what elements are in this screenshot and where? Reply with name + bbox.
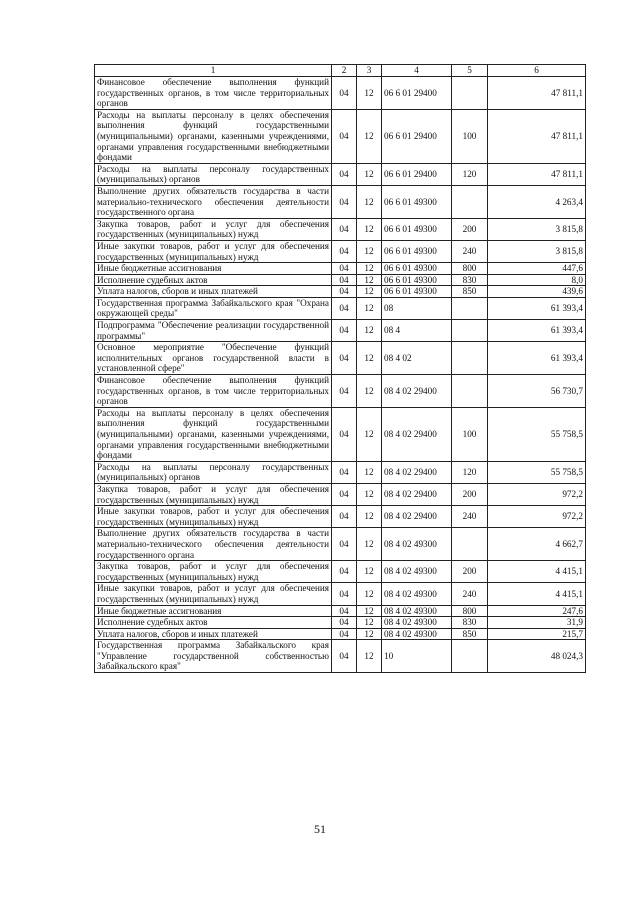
row-section: 04 — [332, 617, 357, 629]
header-col-2: 2 — [332, 65, 357, 77]
row-subsection: 12 — [357, 342, 382, 375]
row-subsection: 12 — [357, 640, 382, 673]
row-section: 04 — [332, 297, 357, 319]
row-amount: 55 758,5 — [488, 407, 586, 461]
row-section: 04 — [332, 561, 357, 583]
table-row — [95, 628, 586, 640]
row-name: Исполнение судебных актов — [95, 617, 332, 629]
row-expense-type: 240 — [452, 506, 488, 528]
header-col-6: 6 — [488, 65, 586, 77]
table-row — [95, 185, 586, 218]
row-name: Исполнение судебных актов — [95, 274, 332, 286]
row-target-code: 06 6 01 29400 — [382, 77, 452, 110]
row-amount: 972,2 — [488, 506, 586, 528]
row-amount: 61 393,4 — [488, 342, 586, 375]
row-expense-type: 240 — [452, 583, 488, 605]
row-amount: 47 811,1 — [488, 109, 586, 163]
row-section: 04 — [332, 185, 357, 218]
row-expense-type: 240 — [452, 240, 488, 262]
table-row — [95, 320, 586, 342]
row-target-code: 08 4 02 29400 — [382, 506, 452, 528]
row-section: 04 — [332, 461, 357, 483]
table-row — [95, 528, 586, 561]
row-target-code: 08 4 02 29400 — [382, 461, 452, 483]
row-target-code: 06 6 01 29400 — [382, 163, 452, 185]
row-expense-type — [452, 375, 488, 408]
table-row — [95, 461, 586, 483]
row-target-code: 08 4 02 49300 — [382, 605, 452, 617]
table-row — [95, 286, 586, 298]
row-subsection: 12 — [357, 528, 382, 561]
row-name: Финансовое обеспечение выполнения функций государственных органов, в том числе территориальных органов — [95, 375, 332, 408]
table-row — [95, 506, 586, 528]
table-row — [95, 617, 586, 629]
header-col-1: 1 — [95, 65, 332, 77]
row-amount: 8,0 — [488, 274, 586, 286]
table-row — [95, 109, 586, 163]
row-section: 04 — [332, 528, 357, 561]
header-col-3: 3 — [357, 65, 382, 77]
row-target-code: 10 — [382, 640, 452, 673]
table-row — [95, 77, 586, 110]
row-subsection: 12 — [357, 77, 382, 110]
row-expense-type: 100 — [452, 109, 488, 163]
row-expense-type: 850 — [452, 628, 488, 640]
row-expense-type: 200 — [452, 218, 488, 240]
row-subsection: 12 — [357, 617, 382, 629]
row-subsection: 12 — [357, 605, 382, 617]
row-amount: 4 415,1 — [488, 561, 586, 583]
row-amount: 3 815,8 — [488, 218, 586, 240]
row-subsection: 12 — [357, 461, 382, 483]
row-section: 04 — [332, 109, 357, 163]
table-row — [95, 274, 586, 286]
row-amount: 31,9 — [488, 617, 586, 629]
row-amount: 215,7 — [488, 628, 586, 640]
row-name: Иные бюджетные ассигнования — [95, 263, 332, 275]
row-name: Иные закупки товаров, работ и услуг для обеспечения государственных (муниципальных) нужд — [95, 583, 332, 605]
row-expense-type: 800 — [452, 263, 488, 275]
table-row — [95, 218, 586, 240]
row-section: 04 — [332, 483, 357, 505]
row-name: Государственная программа Забайкальского края "Охрана окружающей среды" — [95, 297, 332, 319]
row-amount: 3 815,8 — [488, 240, 586, 262]
row-subsection: 12 — [357, 483, 382, 505]
row-subsection: 12 — [357, 185, 382, 218]
row-section: 04 — [332, 218, 357, 240]
row-section: 04 — [332, 605, 357, 617]
table-row — [95, 640, 586, 673]
row-expense-type — [452, 297, 488, 319]
page-number: 51 — [314, 822, 326, 836]
row-name: Расходы на выплаты персоналу в целях обеспечения выполнения функций государственными (муниципальными) органами, казенными учреждениями, органами управления государственными внебюджетными фондами — [95, 109, 332, 163]
row-amount: 247,6 — [488, 605, 586, 617]
row-subsection: 12 — [357, 628, 382, 640]
row-expense-type: 850 — [452, 286, 488, 298]
row-amount: 4 662,7 — [488, 528, 586, 561]
row-amount: 439,6 — [488, 286, 586, 298]
row-subsection: 12 — [357, 263, 382, 275]
row-amount: 972,2 — [488, 483, 586, 505]
row-section: 04 — [332, 274, 357, 286]
row-subsection: 12 — [357, 286, 382, 298]
row-expense-type: 200 — [452, 483, 488, 505]
row-name: Расходы на выплаты персоналу в целях обеспечения выполнения функций государственными (муниципальными) органами, казенными учреждениями, органами управления государственными внебюджетными фондами — [95, 407, 332, 461]
row-section: 04 — [332, 583, 357, 605]
row-name: Выполнение других обязательств государства в части материально-технического обеспечения деятельности государственного органа — [95, 185, 332, 218]
row-section: 04 — [332, 640, 357, 673]
row-name: Закупка товаров, работ и услуг для обеспечения государственных (муниципальных) нужд — [95, 561, 332, 583]
budget-table — [94, 64, 586, 673]
row-target-code: 06 6 01 29400 — [382, 109, 452, 163]
row-expense-type — [452, 77, 488, 110]
table-row — [95, 583, 586, 605]
table-row — [95, 297, 586, 319]
row-section: 04 — [332, 163, 357, 185]
table-body — [95, 77, 586, 673]
row-expense-type — [452, 528, 488, 561]
row-expense-type: 100 — [452, 407, 488, 461]
row-target-code: 08 4 — [382, 320, 452, 342]
row-amount: 4 263,4 — [488, 185, 586, 218]
row-section: 04 — [332, 628, 357, 640]
row-target-code: 08 4 02 49300 — [382, 628, 452, 640]
table-row — [95, 263, 586, 275]
row-amount: 56 730,7 — [488, 375, 586, 408]
row-subsection: 12 — [357, 561, 382, 583]
row-target-code: 08 4 02 49300 — [382, 528, 452, 561]
row-subsection: 12 — [357, 583, 382, 605]
table-row — [95, 342, 586, 375]
row-target-code: 08 4 02 29400 — [382, 483, 452, 505]
row-section: 04 — [332, 375, 357, 408]
row-target-code: 06 6 01 49300 — [382, 218, 452, 240]
row-subsection: 12 — [357, 274, 382, 286]
row-amount: 61 393,4 — [488, 320, 586, 342]
row-subsection: 12 — [357, 240, 382, 262]
header-col-4: 4 — [382, 65, 452, 77]
row-target-code: 06 6 01 49300 — [382, 263, 452, 275]
row-name: Государственная программа Забайкальского края "Управление государственной собственностью Забайкальского края" — [95, 640, 332, 673]
row-amount: 4 415,1 — [488, 583, 586, 605]
row-name: Расходы на выплаты персоналу государственных (муниципальных) органов — [95, 163, 332, 185]
row-expense-type: 800 — [452, 605, 488, 617]
row-subsection: 12 — [357, 218, 382, 240]
row-section: 04 — [332, 506, 357, 528]
row-amount: 55 758,5 — [488, 461, 586, 483]
row-amount: 48 024,3 — [488, 640, 586, 673]
row-section: 04 — [332, 407, 357, 461]
table-row — [95, 240, 586, 262]
row-section: 04 — [332, 342, 357, 375]
row-target-code: 08 4 02 29400 — [382, 375, 452, 408]
row-expense-type: 120 — [452, 163, 488, 185]
row-name: Уплата налогов, сборов и иных платежей — [95, 628, 332, 640]
row-target-code: 06 6 01 49300 — [382, 286, 452, 298]
row-section: 04 — [332, 77, 357, 110]
row-name: Выполнение других обязательств государства в части материально-технического обеспечения деятельности государственного органа — [95, 528, 332, 561]
row-name: Подпрограмма "Обеспечение реализации государственной программы" — [95, 320, 332, 342]
row-subsection: 12 — [357, 109, 382, 163]
row-expense-type — [452, 320, 488, 342]
table-header-row — [95, 65, 586, 77]
row-target-code: 08 4 02 49300 — [382, 617, 452, 629]
row-name: Иные закупки товаров, работ и услуг для обеспечения государственных (муниципальных) нужд — [95, 506, 332, 528]
table-row — [95, 605, 586, 617]
row-target-code: 08 4 02 49300 — [382, 561, 452, 583]
row-expense-type — [452, 185, 488, 218]
row-expense-type — [452, 640, 488, 673]
row-subsection: 12 — [357, 320, 382, 342]
row-target-code: 06 6 01 49300 — [382, 274, 452, 286]
row-expense-type: 200 — [452, 561, 488, 583]
table-row — [95, 375, 586, 408]
row-target-code: 06 6 01 49300 — [382, 240, 452, 262]
row-expense-type: 830 — [452, 274, 488, 286]
row-name: Основное мероприятие "Обеспечение функций исполнительных органов государственной власти в установленной сфере" — [95, 342, 332, 375]
row-expense-type: 120 — [452, 461, 488, 483]
row-expense-type — [452, 342, 488, 375]
row-section: 04 — [332, 263, 357, 275]
row-name: Уплата налогов, сборов и иных платежей — [95, 286, 332, 298]
row-amount: 47 811,1 — [488, 77, 586, 110]
row-amount: 47 811,1 — [488, 163, 586, 185]
row-name: Иные бюджетные ассигнования — [95, 605, 332, 617]
row-section: 04 — [332, 286, 357, 298]
table-row — [95, 483, 586, 505]
row-section: 04 — [332, 320, 357, 342]
row-amount: 61 393,4 — [488, 297, 586, 319]
row-name: Финансовое обеспечение выполнения функций государственных органов, в том числе территориальных органов — [95, 77, 332, 110]
row-subsection: 12 — [357, 163, 382, 185]
table-row — [95, 163, 586, 185]
row-target-code: 08 4 02 49300 — [382, 583, 452, 605]
row-subsection: 12 — [357, 375, 382, 408]
row-subsection: 12 — [357, 506, 382, 528]
row-section: 04 — [332, 240, 357, 262]
header-col-5: 5 — [452, 65, 488, 77]
row-target-code: 08 — [382, 297, 452, 319]
row-target-code: 08 4 02 29400 — [382, 407, 452, 461]
row-name: Закупка товаров, работ и услуг для обеспечения государственных (муниципальных) нужд — [95, 483, 332, 505]
table-row — [95, 407, 586, 461]
row-target-code: 06 6 01 49300 — [382, 185, 452, 218]
row-expense-type: 830 — [452, 617, 488, 629]
row-name: Иные закупки товаров, работ и услуг для обеспечения государственных (муниципальных) нужд — [95, 240, 332, 262]
row-name: Закупка товаров, работ и услуг для обеспечения государственных (муниципальных) нужд — [95, 218, 332, 240]
row-amount: 447,6 — [488, 263, 586, 275]
row-subsection: 12 — [357, 297, 382, 319]
row-name: Расходы на выплаты персоналу государственных (муниципальных) органов — [95, 461, 332, 483]
table-row — [95, 561, 586, 583]
row-subsection: 12 — [357, 407, 382, 461]
row-target-code: 08 4 02 — [382, 342, 452, 375]
